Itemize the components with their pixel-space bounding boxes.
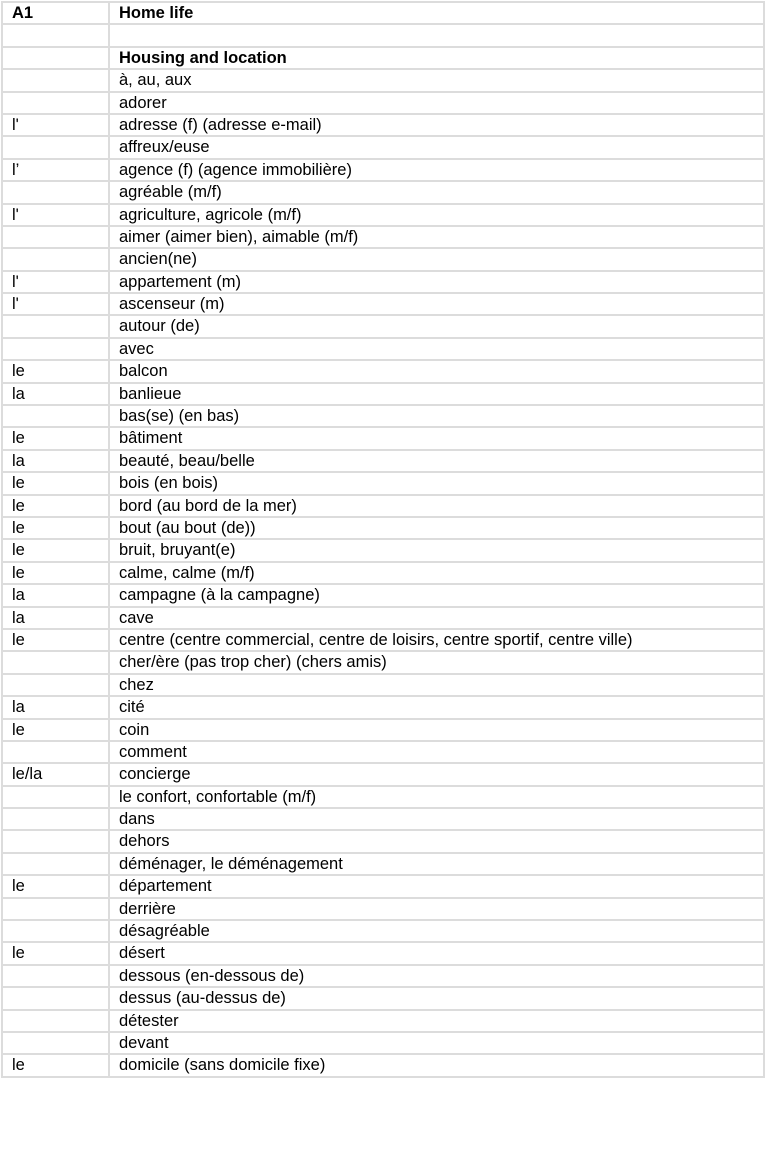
word-cell: cave	[109, 607, 764, 629]
word-cell: banlieue	[109, 383, 764, 405]
topic-title: Home life	[109, 2, 764, 24]
word-cell: agriculture, agricole (m/f)	[109, 204, 764, 226]
table-row	[2, 629, 764, 651]
table-row	[2, 204, 764, 226]
blank-cell	[2, 47, 109, 69]
level-cell: A1	[2, 2, 109, 24]
section-heading: Housing and location	[109, 47, 764, 69]
table-row	[2, 1054, 764, 1076]
article-cell	[2, 69, 109, 91]
table-row	[2, 719, 764, 741]
word-cell: autour (de)	[109, 315, 764, 337]
table-row	[2, 920, 764, 942]
word-cell: bois (en bois)	[109, 472, 764, 494]
article-cell	[2, 338, 109, 360]
table-row	[2, 472, 764, 494]
vocabulary-table	[1, 1, 765, 1078]
word-cell: beauté, beau/belle	[109, 450, 764, 472]
table-row	[2, 495, 764, 517]
article-cell: le	[2, 495, 109, 517]
word-cell: déménager, le déménagement	[109, 853, 764, 875]
table-row	[2, 1010, 764, 1032]
article-cell	[2, 651, 109, 673]
word-cell: comment	[109, 741, 764, 763]
table-row	[2, 875, 764, 897]
table-row	[2, 69, 764, 91]
article-cell	[2, 987, 109, 1009]
table-row	[2, 159, 764, 181]
article-cell: le/la	[2, 763, 109, 785]
table-row	[2, 808, 764, 830]
word-cell: dessus (au-dessus de)	[109, 987, 764, 1009]
word-cell: département	[109, 875, 764, 897]
article-cell: le	[2, 360, 109, 382]
word-cell: bas(se) (en bas)	[109, 405, 764, 427]
article-cell: la	[2, 450, 109, 472]
word-cell: agence (f) (agence immobilière)	[109, 159, 764, 181]
article-cell: l'	[2, 293, 109, 315]
article-cell	[2, 920, 109, 942]
table-row	[2, 92, 764, 114]
header-row	[2, 2, 764, 24]
table-row	[2, 315, 764, 337]
word-cell: chez	[109, 674, 764, 696]
table-row	[2, 405, 764, 427]
word-cell: agréable (m/f)	[109, 181, 764, 203]
article-cell: l'	[2, 271, 109, 293]
article-cell: le	[2, 472, 109, 494]
table-row	[2, 450, 764, 472]
article-cell	[2, 853, 109, 875]
word-cell: ascenseur (m)	[109, 293, 764, 315]
word-cell: bout (au bout (de))	[109, 517, 764, 539]
article-cell	[2, 181, 109, 203]
table-row	[2, 696, 764, 718]
table-row	[2, 360, 764, 382]
table-row	[2, 651, 764, 673]
article-cell: le	[2, 875, 109, 897]
word-cell: cité	[109, 696, 764, 718]
article-cell: le	[2, 539, 109, 561]
table-row	[2, 338, 764, 360]
word-cell: aimer (aimer bien), aimable (m/f)	[109, 226, 764, 248]
table-row	[2, 1032, 764, 1054]
article-cell	[2, 405, 109, 427]
word-cell: concierge	[109, 763, 764, 785]
word-cell: adresse (f) (adresse e-mail)	[109, 114, 764, 136]
table-row	[2, 987, 764, 1009]
word-cell: désert	[109, 942, 764, 964]
article-cell	[2, 965, 109, 987]
table-row	[2, 584, 764, 606]
article-cell	[2, 786, 109, 808]
table-row	[2, 248, 764, 270]
table-row	[2, 763, 764, 785]
article-cell: le	[2, 562, 109, 584]
word-cell: adorer	[109, 92, 764, 114]
article-cell: le	[2, 427, 109, 449]
word-cell: affreux/euse	[109, 136, 764, 158]
word-cell: devant	[109, 1032, 764, 1054]
word-cell: dessous (en-dessous de)	[109, 965, 764, 987]
article-cell: la	[2, 607, 109, 629]
table-row	[2, 383, 764, 405]
article-cell	[2, 226, 109, 248]
table-row	[2, 427, 764, 449]
word-cell: ancien(ne)	[109, 248, 764, 270]
table-row	[2, 965, 764, 987]
word-cell: dehors	[109, 830, 764, 852]
word-cell: bâtiment	[109, 427, 764, 449]
article-cell	[2, 830, 109, 852]
table-row	[2, 607, 764, 629]
blank-cell	[2, 24, 109, 46]
table-row	[2, 898, 764, 920]
article-cell: le	[2, 629, 109, 651]
article-cell: le	[2, 1054, 109, 1076]
section-row	[2, 47, 764, 69]
word-cell: domicile (sans domicile fixe)	[109, 1054, 764, 1076]
article-cell	[2, 92, 109, 114]
word-cell: centre (centre commercial, centre de loisirs, centre sportif, centre ville)	[109, 629, 764, 651]
table-row	[2, 562, 764, 584]
article-cell	[2, 248, 109, 270]
article-cell: le	[2, 719, 109, 741]
word-cell: le confort, confortable (m/f)	[109, 786, 764, 808]
table-row	[2, 517, 764, 539]
table-row	[2, 271, 764, 293]
word-cell: avec	[109, 338, 764, 360]
word-cell: calme, calme (m/f)	[109, 562, 764, 584]
word-cell: appartement (m)	[109, 271, 764, 293]
table-row	[2, 674, 764, 696]
word-cell: bruit, bruyant(e)	[109, 539, 764, 561]
table-row	[2, 786, 764, 808]
article-cell: la	[2, 383, 109, 405]
article-cell	[2, 136, 109, 158]
blank-row	[2, 24, 764, 46]
article-cell	[2, 898, 109, 920]
word-cell: campagne (à la campagne)	[109, 584, 764, 606]
table-row	[2, 181, 764, 203]
table-row	[2, 293, 764, 315]
word-cell: balcon	[109, 360, 764, 382]
article-cell	[2, 808, 109, 830]
table-row	[2, 741, 764, 763]
article-cell	[2, 674, 109, 696]
blank-cell	[109, 24, 764, 46]
article-cell: le	[2, 942, 109, 964]
word-cell: désagréable	[109, 920, 764, 942]
table-row	[2, 942, 764, 964]
article-cell	[2, 741, 109, 763]
article-cell: l'	[2, 204, 109, 226]
article-cell: le	[2, 517, 109, 539]
article-cell: la	[2, 584, 109, 606]
article-cell: l'	[2, 114, 109, 136]
table-row	[2, 226, 764, 248]
word-cell: cher/ère (pas trop cher) (chers amis)	[109, 651, 764, 673]
table-row	[2, 539, 764, 561]
word-cell: dans	[109, 808, 764, 830]
word-cell: détester	[109, 1010, 764, 1032]
article-cell	[2, 1032, 109, 1054]
word-cell: bord (au bord de la mer)	[109, 495, 764, 517]
word-cell: coin	[109, 719, 764, 741]
table-row	[2, 114, 764, 136]
word-cell: à, au, aux	[109, 69, 764, 91]
table-row	[2, 136, 764, 158]
article-cell: l’	[2, 159, 109, 181]
article-cell: la	[2, 696, 109, 718]
table-row	[2, 853, 764, 875]
word-cell: derrière	[109, 898, 764, 920]
article-cell	[2, 1010, 109, 1032]
table-row	[2, 830, 764, 852]
article-cell	[2, 315, 109, 337]
